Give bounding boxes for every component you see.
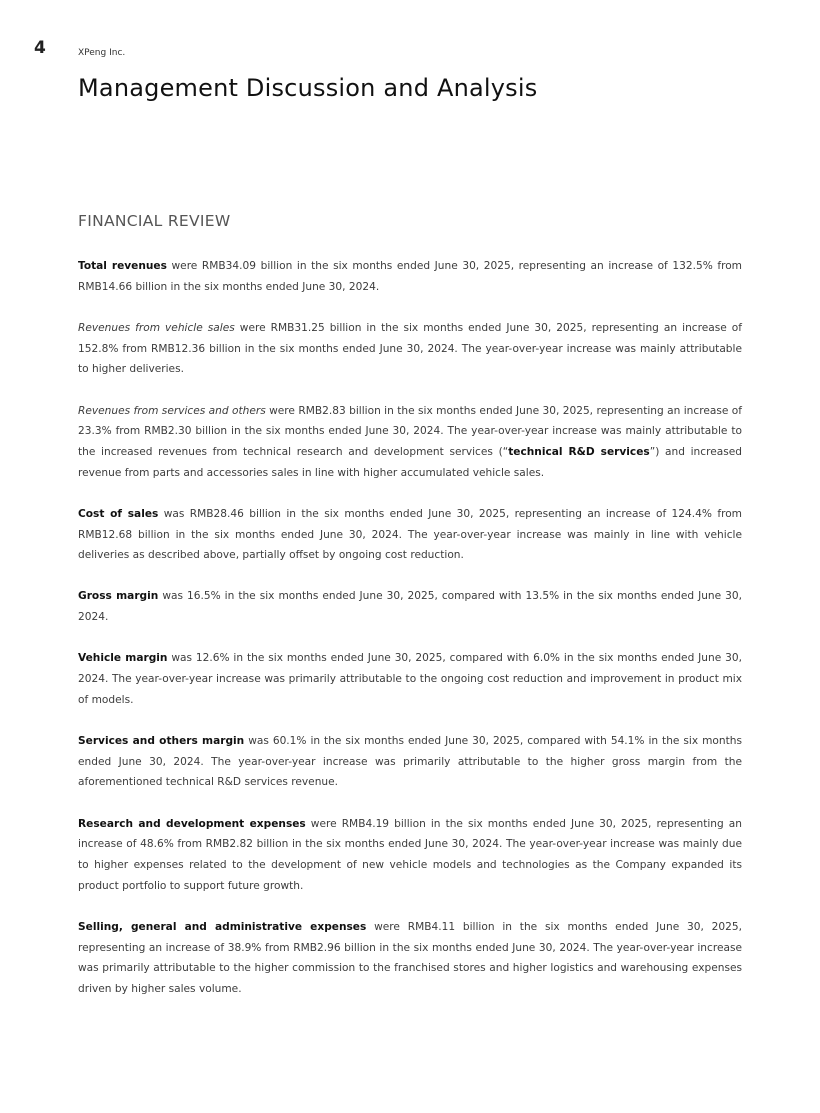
paragraph-text: was 12.6% in the six months ended June 30, 2025, compared with 6.0% in the six months ended June 30, 2024. The year-over-year increase was primarily attributable to the ongoing cost reduction and improvement in product mix of models. <box>78 652 742 706</box>
paragraph-text: were RMB2.83 billion in the six months ended June 30, 2025, representing an increase of 23.3% from RMB2.30 billion in the six months ended June 30, 2024. The year-over-year increase was mainly attributable to the increased revenues from technical research and development services (“ <box>78 404 742 458</box>
paragraph-total-revenues <box>78 256 742 297</box>
term-cost-of-sales: Cost of sales <box>78 507 159 520</box>
term-rd-expenses: Research and development expenses <box>78 817 306 830</box>
paragraph-text: was RMB28.46 billion in the six months ended June 30, 2025, representing an increase of 124.4% from RMB12.68 billion in the six months ended June 30, 2024. The year-over-year increase was mainly in line with vehicle deliveries as described above, partially offset by ongoing cost reduction. <box>78 507 743 562</box>
term-services-others: Revenues from services and others <box>78 404 266 417</box>
term-gross-margin: Gross margin <box>78 590 159 603</box>
paragraph-text: were RMB4.11 billion in the six months ended June 30, 2025, representing an increase of 38.9% from RMB2.96 billion in the six months ended June 30, 2024. The year-over-year increase was primarily attributable to the higher commission to the franchised stores and higher logistics and warehousing expenses driven by higher sales volume. <box>78 920 742 995</box>
page-title: Management Discussion and Analysis <box>78 74 538 102</box>
paragraph-text: was 60.1% in the six months ended June 30, 2025, compared with 54.1% in the six months ended June 30, 2024. The year-over-year increase was primarily attributable to the higher gross margin from the aforementioned technical R&D services revenue. <box>78 734 742 789</box>
paragraph-gross-margin <box>78 586 742 627</box>
term-total-revenues: Total revenues <box>78 260 167 272</box>
term-vehicle-sales: Revenues from vehicle sales <box>78 321 235 334</box>
paragraph-text: were RMB31.25 billion in the six months ended June 30, 2025, representing an increase of 152.8% from RMB12.36 billion in the six months ended June 30, 2024. The year-over-year increase was mainly attributable to higher deliveries. <box>78 321 742 376</box>
page-number: 4 <box>34 38 46 58</box>
paragraph-text: were RMB34.09 billion in the six months ended June 30, 2025, representing an increase of 132.5% from RMB14.66 billion in the six months ended June 30, 2024. <box>78 260 742 293</box>
company-name: XPeng Inc. <box>78 48 126 58</box>
defined-term-technical-rd-services: technical R&D services <box>508 445 650 458</box>
paragraph-rd-expenses <box>78 814 742 897</box>
financial-review-body <box>78 256 742 1020</box>
paragraph-text: were RMB4.19 billion in the six months ended June 30, 2025, representing an increase of 48.6% from RMB2.82 billion in the six months ended June 30, 2024. The year-over-year increase was mainly due to higher expenses related to the development of new vehicle models and technologies as the Company expanded its product portfolio to support future growth. <box>78 817 742 892</box>
paragraph-services-others <box>78 401 742 484</box>
paragraph-text: ”) and increased revenue from parts and accessories sales in line with higher accumulated vehicle sales. <box>78 445 742 479</box>
term-sga-expenses: Selling, general and administrative expenses <box>78 920 367 933</box>
paragraph-text: was 16.5% in the six months ended June 30, 2025, compared with 13.5% in the six months ended June 30, 2024. <box>78 590 742 624</box>
term-services-margin: Services and others margin <box>78 734 245 747</box>
paragraph-vehicle-sales <box>78 318 742 380</box>
section-heading: FINANCIAL REVIEW <box>78 212 231 230</box>
paragraph-sga-expenses <box>78 917 742 1000</box>
paragraph-services-margin <box>78 731 742 793</box>
paragraph-cost-of-sales <box>78 504 742 566</box>
term-vehicle-margin: Vehicle margin <box>78 652 168 665</box>
paragraph-vehicle-margin <box>78 648 742 710</box>
